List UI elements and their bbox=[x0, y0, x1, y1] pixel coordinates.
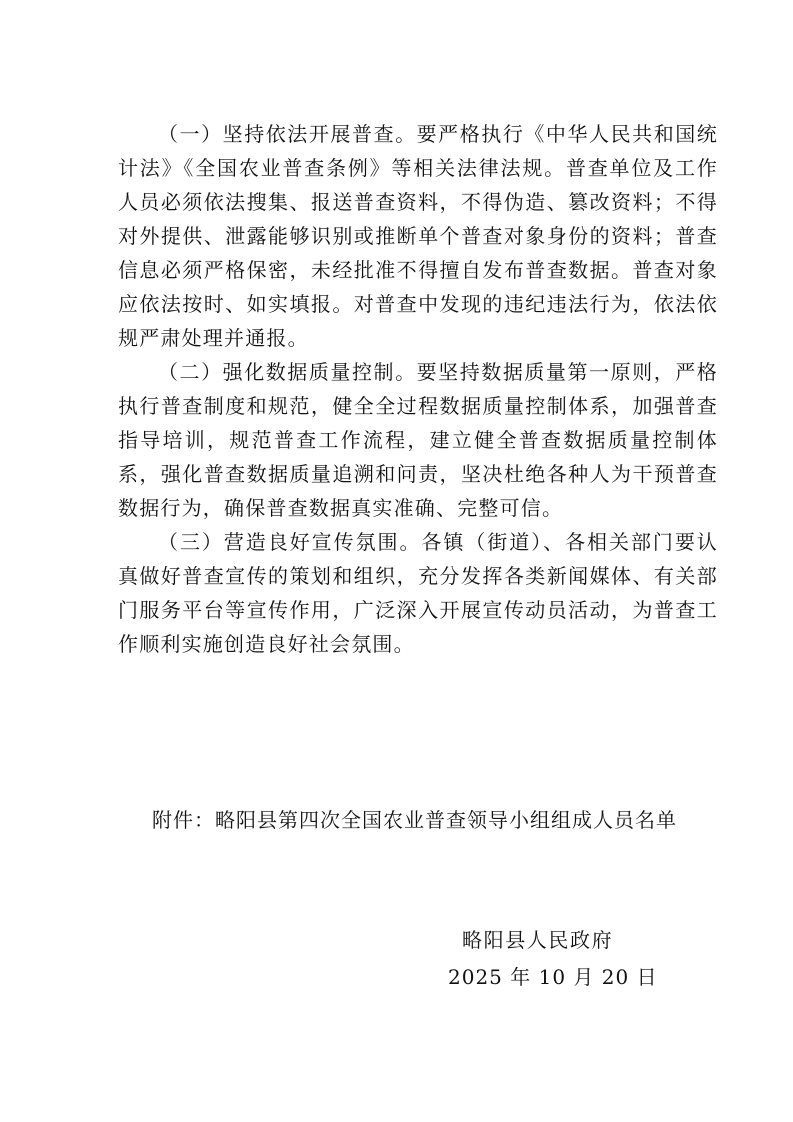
paragraph-publicity: （三）营造良好宣传氛围。各镇（街道）、各相关部门要认真做好普查宣传的策划和组织，充分发挥各类新闻媒体、有关部门服务平台等宣传作用，广泛深入开展宣传动员活动，为普查工作顺利实施创造良好社会氛围。 bbox=[118, 530, 718, 656]
issuer-signature: 略阳县人民政府 bbox=[462, 928, 614, 952]
attachment-note: 附件：略阳县第四次全国农业普查领导小组组成人员名单 bbox=[152, 808, 677, 832]
paragraph-legal-compliance: （一）坚持依法开展普查。要严格执行《中华人民共和国统计法》《全国农业普查条例》等相关法律法规。普查单位及工作人员必须依法搜集、报送普查资料，不得伪造、篡改资料；不得对外提供、泄露能够识别或推断单个普查对象身份的资料；普查信息必须严格保密，未经批准不得擅自发布普查数据。普查对象应依法按时、如实填报。对普查中发现的违纪违法行为，依法依规严肃处理并通报。 bbox=[118, 122, 718, 350]
paragraph-data-quality: （二）强化数据质量控制。要坚持数据质量第一原则，严格执行普查制度和规范，健全全过程数据质量控制体系，加强普查指导培训，规范普查工作流程，建立健全普查数据质量控制体系，强化普查数据质量追溯和问责，坚决杜绝各种人为干预普查数据行为，确保普查数据真实准确、完整可信。 bbox=[118, 360, 718, 520]
issue-date: 2025 年 10 月 20 日 bbox=[448, 965, 658, 989]
document-body bbox=[118, 117, 718, 661]
